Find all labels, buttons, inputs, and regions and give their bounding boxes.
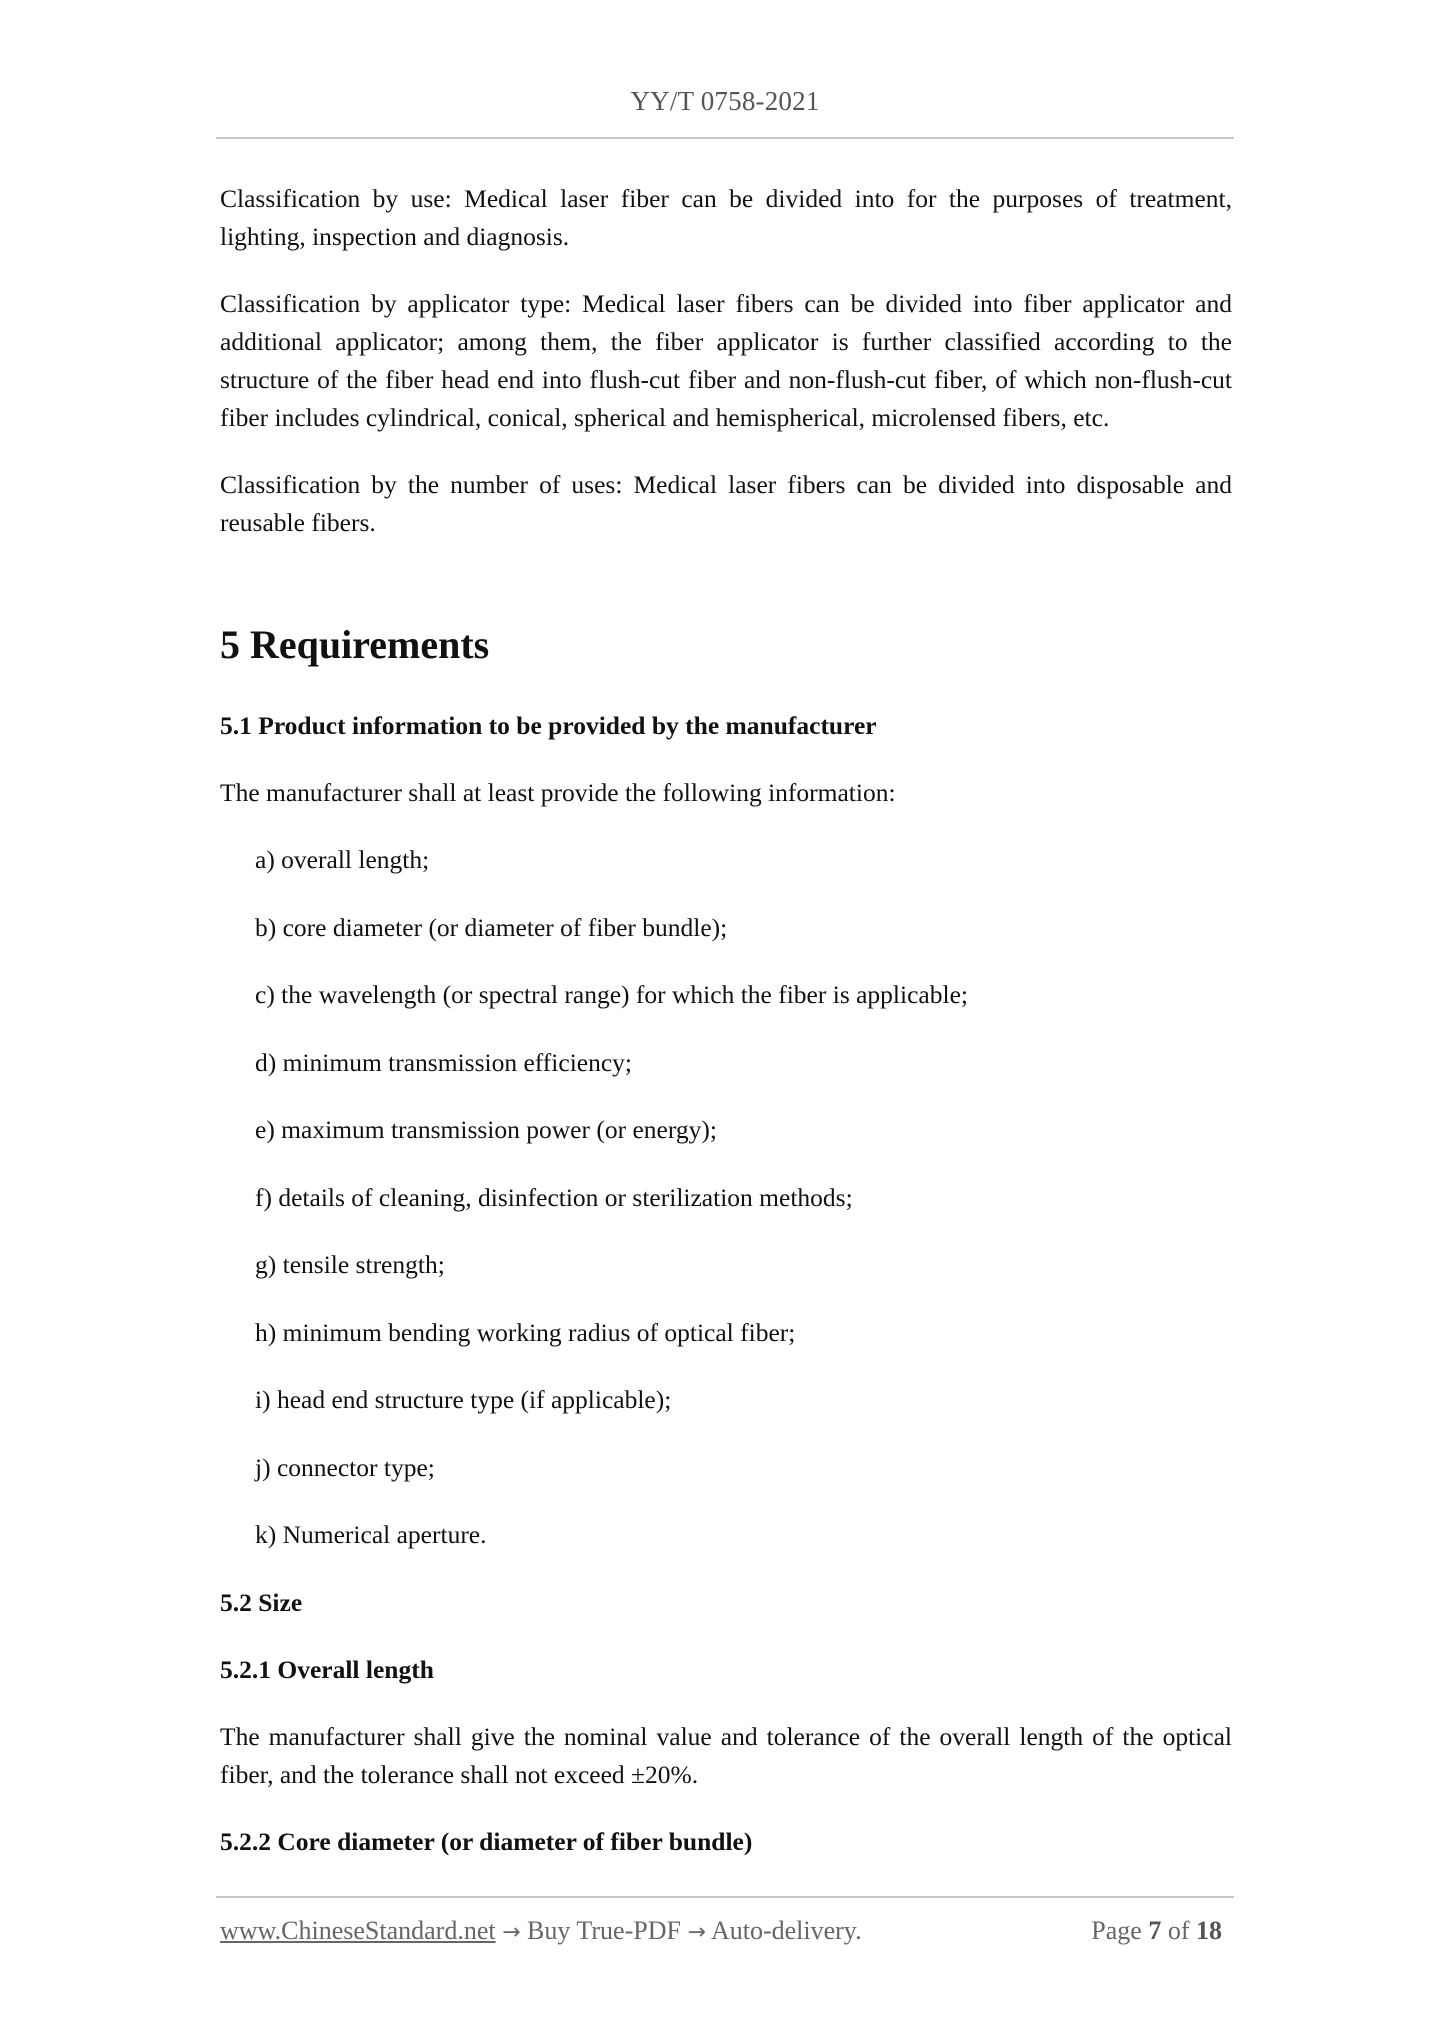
- list-item: k) Numerical aperture.: [255, 1520, 487, 1549]
- list-item: i) head end structure type (if applicable);: [255, 1385, 672, 1414]
- list-item: h) minimum bending working radius of optical fiber;: [255, 1317, 796, 1347]
- arrow-right-icon: →: [687, 1920, 706, 1945]
- of-label: of: [1167, 1916, 1190, 1945]
- subsection-heading-5-2-1: 5.2.1 Overall length: [220, 1654, 434, 1684]
- page-content: [220, 180, 1232, 1890]
- arrow-right-icon: →: [502, 1920, 521, 1945]
- list-item: b) core diameter (or diameter of fiber bundle);: [255, 912, 728, 942]
- section-heading-requirements: 5 Requirements: [220, 622, 490, 667]
- subsection-heading-5-1: 5.1 Product information to be provided by the manufacturer: [220, 711, 877, 740]
- list-item: j) connector type;: [255, 1452, 435, 1482]
- paragraph-classification-by-applicator: Classification by applicator type: Medical laser fibers can be divided into fiber applicator and additional applicator; among them, the fiber applicator is further classified according to the structure of the fiber head end into flush-cut fiber and non-flush-cut fiber, of which non-flush-cut fiber includes cylindrical, conical, spherical and hemispherical, microlensed fibers, etc.: [220, 289, 1232, 432]
- subsection-heading-5-2-2: 5.2.2 Core diameter (or diameter of fiber bundle): [220, 1826, 753, 1856]
- manufacturer-info-list: [220, 841, 1232, 1554]
- website-link[interactable]: www.ChineseStandard.net: [220, 1916, 496, 1945]
- list-item: c) the wavelength (or spectral range) for which the fiber is applicable;: [255, 980, 968, 1009]
- paragraph-manufacturer-info-intro: The manufacturer shall at least provide the following information:: [220, 778, 896, 807]
- buy-true-pdf-text: Buy True-PDF: [527, 1916, 681, 1945]
- document-code-header: YY/T 0758-2021: [630, 86, 820, 116]
- subsection-heading-5-2: 5.2 Size: [220, 1587, 303, 1617]
- page-label: Page: [1091, 1916, 1142, 1945]
- list-item: f) details of cleaning, disinfection or sterilization methods;: [255, 1182, 853, 1212]
- list-item: e) maximum transmission power (or energy);: [255, 1115, 717, 1144]
- paragraph-classification-by-use: Classification by use: Medical laser fiber can be divided into for the purposes of treatment, lighting, inspection and diagnosis.: [220, 184, 1232, 251]
- page-number: 7: [1148, 1916, 1162, 1945]
- auto-delivery-text: Auto-delivery.: [710, 1916, 862, 1945]
- list-item: a) overall length;: [255, 845, 430, 874]
- footer-divider: [216, 1896, 1234, 1898]
- header-divider: [216, 137, 1234, 139]
- paragraph-overall-length: The manufacturer shall give the nominal value and tolerance of the overall length of the optical fiber, and the tolerance shall not exceed ±20%.: [220, 1721, 1232, 1789]
- footer-promo: [220, 1916, 862, 1946]
- total-pages: 18: [1196, 1916, 1222, 1945]
- list-item: d) minimum transmission efficiency;: [255, 1047, 633, 1077]
- page-indicator: [1091, 1916, 1222, 1946]
- list-item: g) tensile strength;: [255, 1250, 445, 1279]
- paragraph-classification-by-number-of-uses: Classification by the number of uses: Medical laser fibers can be divided into disposable and reusable fibers.: [220, 470, 1232, 537]
